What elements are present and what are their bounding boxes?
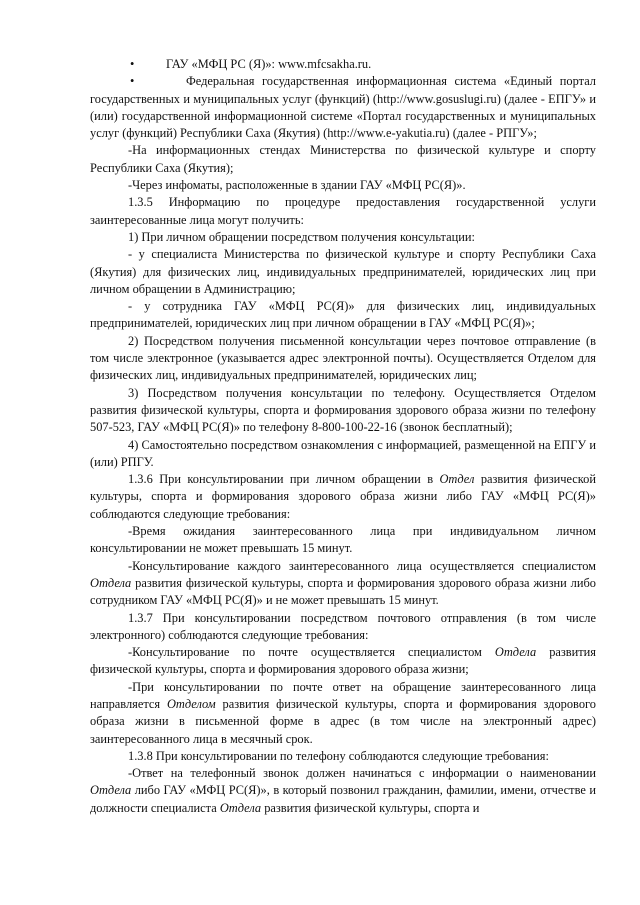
paragraph: 4) Самостоятельно посредством ознакомления с информацией, размещенной на ЕПГУ и (или) РПГУ. xyxy=(90,437,596,469)
emphasis-text: Отдела xyxy=(494,645,537,660)
paragraph xyxy=(90,679,596,748)
paragraph: 2) Посредством получения письменной консультации через почтовое отправление (в том числе электронное (указывается адрес электронной почты). Осуществляется Отделом для физических лиц, индивидуальных предпринимателей, юридических лиц; xyxy=(90,333,596,383)
list-item xyxy=(90,73,596,142)
bullet-icon: • xyxy=(130,57,135,71)
list-item-text: Федеральная государственная информационная система «Единый портал государственных и муниципальных услуг (функций) (http://www.gosuslugi.ru) (далее - ЕПГУ» и (или) государственной информационной системе «Портал государственных и муниципальных услуг (функций) Республики Саха (Якутия) (http://www.e-yakutia.ru) (далее - РПГУ»; xyxy=(90,74,596,141)
bullet-icon: • xyxy=(130,74,135,89)
paragraph: -Через инфоматы, расположенные в здании ГАУ «МФЦ РС(Я)». xyxy=(128,178,466,193)
paragraph: 1.3.8 При консультировании по телефону соблюдаются следующие требования: xyxy=(128,748,549,763)
paragraph xyxy=(90,765,596,817)
paragraph: 1.3.7 При консультировании посредством почтового отправления (в том числе электронного) соблюдаются следующие требования: xyxy=(90,610,596,642)
list-item xyxy=(90,56,596,73)
paragraph: - у специалиста Министерства по физической культуре и спорту Республики Саха (Якутия) для физических лиц, индивидуальных предпринимателей, юридических лиц при личном обращении в Администрацию; xyxy=(90,247,596,296)
paragraph-text: развития физической культуры, спорта и формирования здорового образа жизни; xyxy=(90,645,597,677)
paragraph-text: -При консультировании по почте ответ на обращение заинтересованного лица направляется xyxy=(90,679,596,711)
paragraph: 1.3.5 Информацию по процедуре предоставления государственной услуги заинтересованные лица могут получить: xyxy=(90,195,596,227)
paragraph-text: развития физической культуры, спорта и формирования здорового образа жизни в письменной форме в адрес (в том числе на электронный адрес) заинтересованного лица в месячный срок. xyxy=(90,696,596,746)
paragraph-text: развития физической культуры, спорта и формирования здорового образа жизни либо ГАУ «МФЦ РС(Я)» соблюдаются следующие требования: xyxy=(90,472,597,521)
list-item-text: ГАУ «МФЦ РС (Я)»: www.mfcsakha.ru. xyxy=(166,57,372,71)
paragraph-text: -Консультирование каждого заинтересованного лица осуществляется специалистом xyxy=(128,558,596,573)
paragraph-text: развития физической культуры, спорта и формирования здорового образа жизни либо сотрудником ГАУ «МФЦ РС(Я)» и не может превышать 15 минут. xyxy=(90,575,596,608)
emphasis-text: Отдела xyxy=(90,575,132,590)
paragraph: -Время ожидания заинтересованного лица при индивидуальном личном консультировании не может превышать 15 минут. xyxy=(90,524,596,556)
document-page xyxy=(90,56,596,817)
paragraph xyxy=(90,471,596,523)
paragraph xyxy=(90,558,596,610)
emphasis-text: Отдела xyxy=(219,800,262,815)
emphasis-text: Отдела xyxy=(90,783,132,798)
paragraph-text: -Консультирование по почте осуществляется специалистом xyxy=(128,645,495,660)
paragraph-text: развития физической культуры, спорта и xyxy=(261,800,480,815)
paragraph-text: 1.3.6 При консультировании при личном обращении в xyxy=(128,472,440,487)
paragraph-text: -Ответ на телефонный звонок должен начинаться с информации о наименовании xyxy=(128,766,596,781)
paragraph-text: либо ГАУ «МФЦ РС(Я)», в который позвонил гражданин, фамилии, имени, отчестве и должности специалиста xyxy=(90,783,596,815)
paragraph: 1) При личном обращении посредством получения консультации: xyxy=(128,229,475,244)
paragraph: -На информационных стендах Министерства по физической культуре и спорту Республики Саха (Якутия); xyxy=(90,143,596,175)
paragraph xyxy=(90,644,596,679)
emphasis-text: Отделом xyxy=(166,696,216,711)
paragraph: - у сотрудника ГАУ «МФЦ РС(Я)» для физических лиц, индивидуальных предпринимателей, юридических лиц при личном обращении в ГАУ «МФЦ РС(Я)»; xyxy=(90,299,596,331)
paragraph: 3) Посредством получения консультации по телефону. Осуществляется Отделом развития физической культуры, спорта и формирования здорового образа жизни по телефону 507-523, ГАУ «МФЦ РС(Я)» по телефону 8-800-100-22-16 (звонок бесплатный); xyxy=(90,385,596,435)
emphasis-text: Отдел xyxy=(439,472,475,487)
